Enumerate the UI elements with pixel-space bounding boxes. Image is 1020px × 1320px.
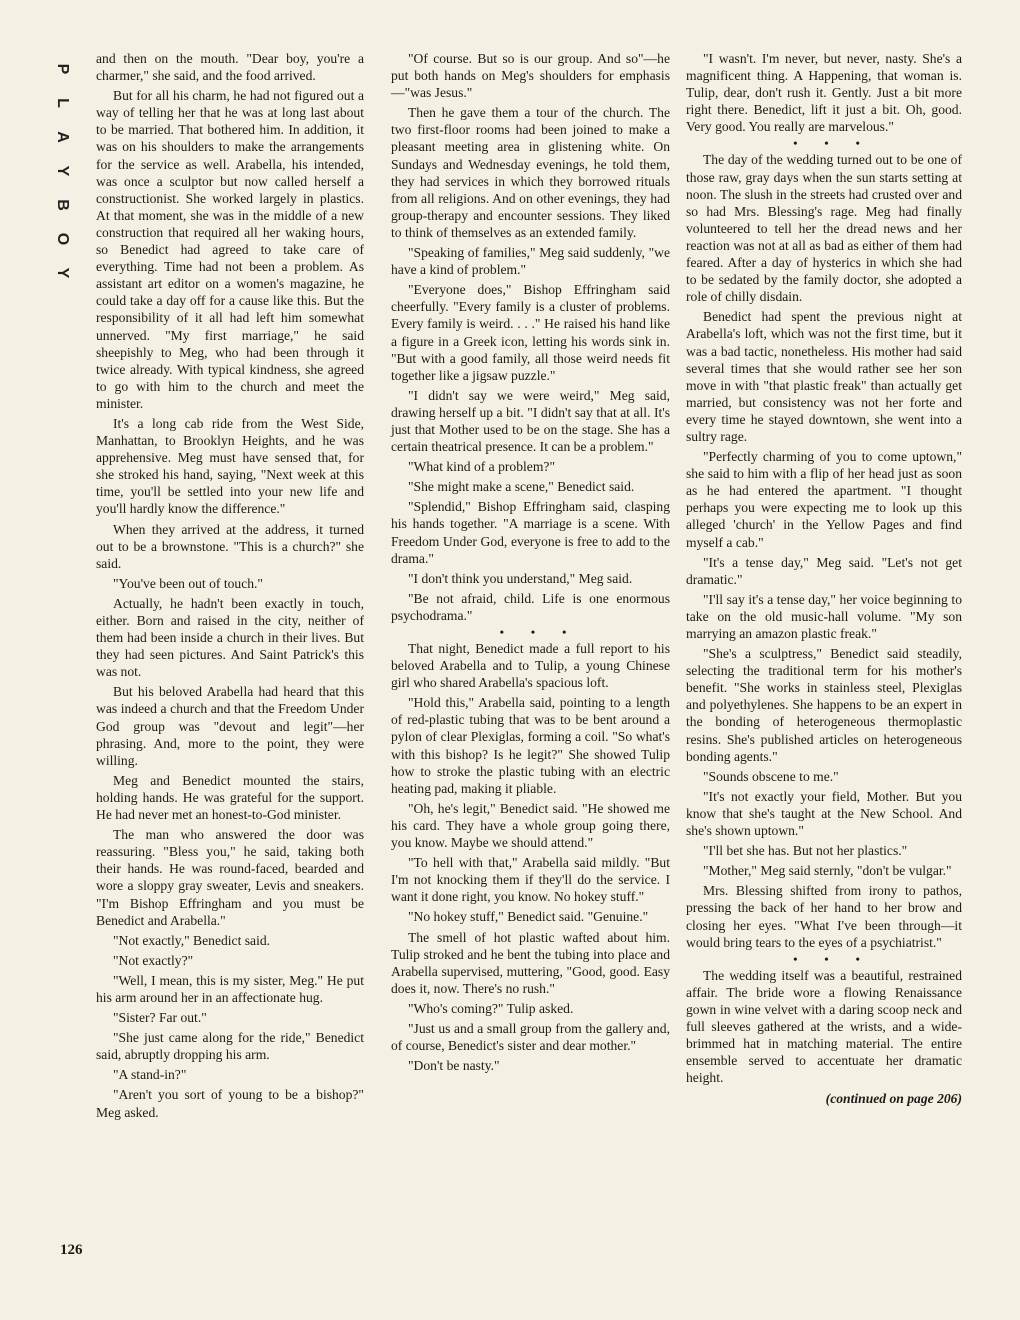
continued-note: (continued on page 206) bbox=[825, 1091, 962, 1107]
paragraph: "Sister? Far out." bbox=[113, 1010, 207, 1026]
paragraph: "Well, I mean, this is my sister, Meg." He put his arm around her in an affectionate hug. bbox=[96, 972, 364, 1005]
paragraph: Actually, he hadn't been exactly in touch, either. Born and raised in the city, neither of them had been inside a church in their lives. But they had seen pictures. And Saint Patrick's this was not. bbox=[96, 595, 364, 680]
paragraph: "A stand-in?" bbox=[113, 1067, 187, 1083]
text-column-3 bbox=[686, 50, 962, 1107]
text-column-2 bbox=[391, 50, 670, 1077]
paragraph: "Who's coming?" Tulip asked. bbox=[408, 1000, 574, 1016]
paragraph: "Speaking of families," Meg said suddenly, "we have a kind of problem." bbox=[391, 245, 670, 278]
section-separator: • • • bbox=[499, 625, 579, 639]
paragraph: "Oh, he's legit," Benedict said. "He showed me his card. They have a whole group going there, you know. Maybe we should attend." bbox=[391, 800, 670, 851]
paragraph: "To hell with that," Arabella said mildly. "But I'm not knocking them if they'll do the service. I want it done right, you know. No hokey stuff." bbox=[391, 855, 670, 905]
paragraph: "I'll bet she has. But not her plastics." bbox=[703, 843, 908, 859]
masthead-letter: O bbox=[54, 232, 71, 246]
masthead-letter: A bbox=[54, 131, 71, 143]
paragraph: "She just came along for the ride," Benedict said, abruptly dropping his arm. bbox=[96, 1030, 364, 1063]
paragraph: The man who answered the door was reassuring. "Bless you," he said, taking both their hands. He was round-faced, bearded and wore a sloppy gray sweater, Levis and sneakers. "I'm Bishop Effringham and you must be Benedict and Arabella." bbox=[96, 827, 364, 928]
paragraph: "Don't be nasty." bbox=[408, 1058, 500, 1074]
page-number: 126 bbox=[60, 1242, 83, 1258]
paragraph: "Be not afraid, child. Life is one enormous psychodrama." bbox=[391, 590, 670, 623]
paragraph: "I'll say it's a tense day," her voice beginning to take on the old music-hall volume. "My son marrying an amazon plastic freak." bbox=[686, 591, 962, 641]
paragraph: That night, Benedict made a full report to his beloved Arabella and to Tulip, a young Chinese girl who shared Arabella's spacious loft. bbox=[391, 641, 670, 691]
masthead-letter: L bbox=[54, 98, 71, 108]
paragraph: "Hold this," Arabella said, pointing to a length of red-plastic tubing that was to be bent around a pylon of clear Plexiglas, forming a coil. "So what's with this bishop? Is he legit?" She showed Tulip how to stroke the plastic tubing with an electric heating pad, making it pliable. bbox=[391, 695, 670, 796]
section-separator: • • • bbox=[793, 951, 872, 966]
paragraph: "Just us and a small group from the gallery and, of course, Benedict's sister and dear mother." bbox=[391, 1020, 670, 1054]
masthead-letter: B bbox=[54, 199, 71, 211]
paragraph: "I don't think you understand," Meg said. bbox=[408, 570, 633, 586]
paragraph: The smell of hot plastic wafted about him. Tulip stroked and he bent the tubing into place and Arabella supervised, muttering, "Good, good. Easy does it, now. There's no rush." bbox=[391, 929, 670, 996]
masthead-letter: P bbox=[54, 63, 71, 75]
paragraph: "She might make a scene," Benedict said. bbox=[408, 479, 635, 495]
paragraph: "Not exactly?" bbox=[113, 952, 194, 968]
text-column-1 bbox=[96, 50, 364, 1124]
paragraph: "You've been out of touch." bbox=[113, 575, 263, 591]
paragraph: "No hokey stuff," Benedict said. "Genuine." bbox=[408, 909, 649, 925]
paragraph: "Sounds obscene to me." bbox=[703, 768, 839, 784]
paragraph: The day of the wedding turned out to be one of those raw, gray days when the sun starts setting at noon. The slush in the streets had crusted over and so had Mrs. Blessing's rage. Meg had finally volunteered to tell her the dread news and her reaction was not at all as bad as either of them had feared. After a day of hysterics in which she had to be sedated by the family doctor, she adopted a role of chilly disdain. bbox=[686, 152, 962, 305]
paragraph: and then on the mouth. "Dear boy, you're a charmer," she said, and the food arrived. bbox=[96, 51, 364, 84]
paragraph: Then he gave them a tour of the church. The two first-floor rooms had been joined to make a pleasant meeting area in glistening white. On Sundays and Wednesday evenings, he told them, they had services in which they borrowed rituals from all religions. And on other evenings, they had group-therapy and encounter sessions. They liked to think of themselves as an extended family. bbox=[391, 105, 670, 240]
paragraph: "What kind of a problem?" bbox=[408, 459, 555, 475]
paragraph: "I didn't say we were weird," Meg said, drawing herself up a bit. "I didn't say that at all. It's just that Mother used to be on the stage. She has a certain theatrical presence. It can be a problem." bbox=[391, 387, 670, 455]
paragraph: Meg and Benedict mounted the stairs, holding hands. He was grateful for the support. He had never met an honest-to-God minister. bbox=[96, 772, 364, 823]
paragraph: "Perfectly charming of you to come uptown," she said to him with a flip of her head just as soon as he had entered the apartment. "I thought perhaps you were expecting me to look up this alleged 'church' in the Yellow Pages and find myself a cab." bbox=[686, 449, 962, 550]
paragraph: "It's not exactly your field, Mother. But you know that she's taught at the New School. And she's shown uptown." bbox=[686, 788, 962, 839]
paragraph: "Aren't you sort of young to be a bishop?" Meg asked. bbox=[96, 1087, 364, 1120]
playboy-masthead bbox=[52, 58, 72, 308]
paragraph: But for all his charm, he had not figured out a way of telling her that he was at long last about to be married. That bothered him. In addition, it was on his shoulders to make the arrangements for the service as well. Arabella, his intended, was once a sculptor but now called herself a constructionist. She worked largely in plastics. At that moment, she was in the middle of a new construction that required all her waking hours, so Benedict had agreed to take care of everything. Time had not been a problem. As assistant art editor on a women's magazine, he could take a day off for a cause like this. But the responsibility of it all had left him somewhat unnerved. "My first marriage," he said sheepishly to Meg, who had been through it twice already. With typical kindness, she agreed to go with him to the church and meet the minister. bbox=[96, 88, 364, 411]
paragraph: When they arrived at the address, it turned out to be a brownstone. "This is a church?" she said. bbox=[96, 521, 364, 571]
section-separator: • • • bbox=[793, 136, 872, 151]
paragraph: "She's a sculptress," Benedict said steadily, selecting the traditional term for his mother's benefit. "She works in stainless steel, Plexiglas and polyethylenes. She happens to be an expert in the bonding of heterogeneous thermoplastic resins. She's published articles on heterogeneous bonding agents." bbox=[686, 646, 962, 764]
paragraph: Benedict had spent the previous night at Arabella's loft, which was not the first time, but it was a bad tactic, nonetheless. His mother had said several times that she would rather see her son move in with "that plastic freak" than actually get married, but consistency was not her forte and every time he stayed downtown, she went into a sultry rage. bbox=[686, 309, 962, 444]
paragraph: It's a long cab ride from the West Side, Manhattan, to Brooklyn Heights, and he was apprehensive. Meg must have sensed that, for she stroked his hand, saying, "Next week at this time, you'll be settled into your new life and you'll hardly know the difference." bbox=[96, 415, 364, 517]
paragraph: "Splendid," Bishop Effringham said, clasping his hands together. "A marriage is a scene. With Freedom Under God, everyone is free to add to the drama." bbox=[391, 499, 670, 566]
masthead-letter: Y bbox=[54, 165, 71, 177]
paragraph: The wedding itself was a beautiful, restrained affair. The bride wore a flowing Renaissance gown in wine velvet with a daring scoop neck and full sleeves gathered at the wrists, and a wide-brimmed hat in matching material. The entire ensemble served to accentuate her dramatic height. bbox=[686, 967, 962, 1086]
paragraph: Mrs. Blessing shifted from irony to pathos, pressing the back of her hand to her brow and closing her eyes. "What I've been through—it would bring tears to the eyes of a psychiatrist." bbox=[686, 883, 962, 950]
paragraph: "It's a tense day," Meg said. "Let's not get dramatic." bbox=[686, 554, 962, 587]
paragraph: "Everyone does," Bishop Effringham said cheerfully. "Every family is a cluster of problems. Every family is weird. . . ." He raised his hand like a figure in a Greek icon, letting his words sink in. "But with a good family, all those weird needs fit together like a jigsaw puzzle." bbox=[391, 282, 670, 383]
paragraph: "Mother," Meg said sternly, "don't be vulgar." bbox=[703, 863, 952, 879]
paragraph: "Of course. But so is our group. And so"—he put both hands on Meg's shoulders for emphasis—"was Jesus." bbox=[391, 51, 670, 101]
paragraph: But his beloved Arabella had heard that this was indeed a church and that the Freedom Under God group was "devout and legit"—her phrasing. And, more to the point, they were willing. bbox=[96, 684, 364, 768]
masthead-letter: Y bbox=[54, 267, 71, 279]
paragraph: "I wasn't. I'm never, but never, nasty. She's a magnificent thing. A Happening, that woman is. Tulip, dear, don't rush it. Gently. Just a bit more right there. Benedict, lift it just a bit. Oh, good. Very good. You really are marvelous." bbox=[686, 51, 962, 135]
paragraph: "Not exactly," Benedict said. bbox=[113, 932, 271, 948]
